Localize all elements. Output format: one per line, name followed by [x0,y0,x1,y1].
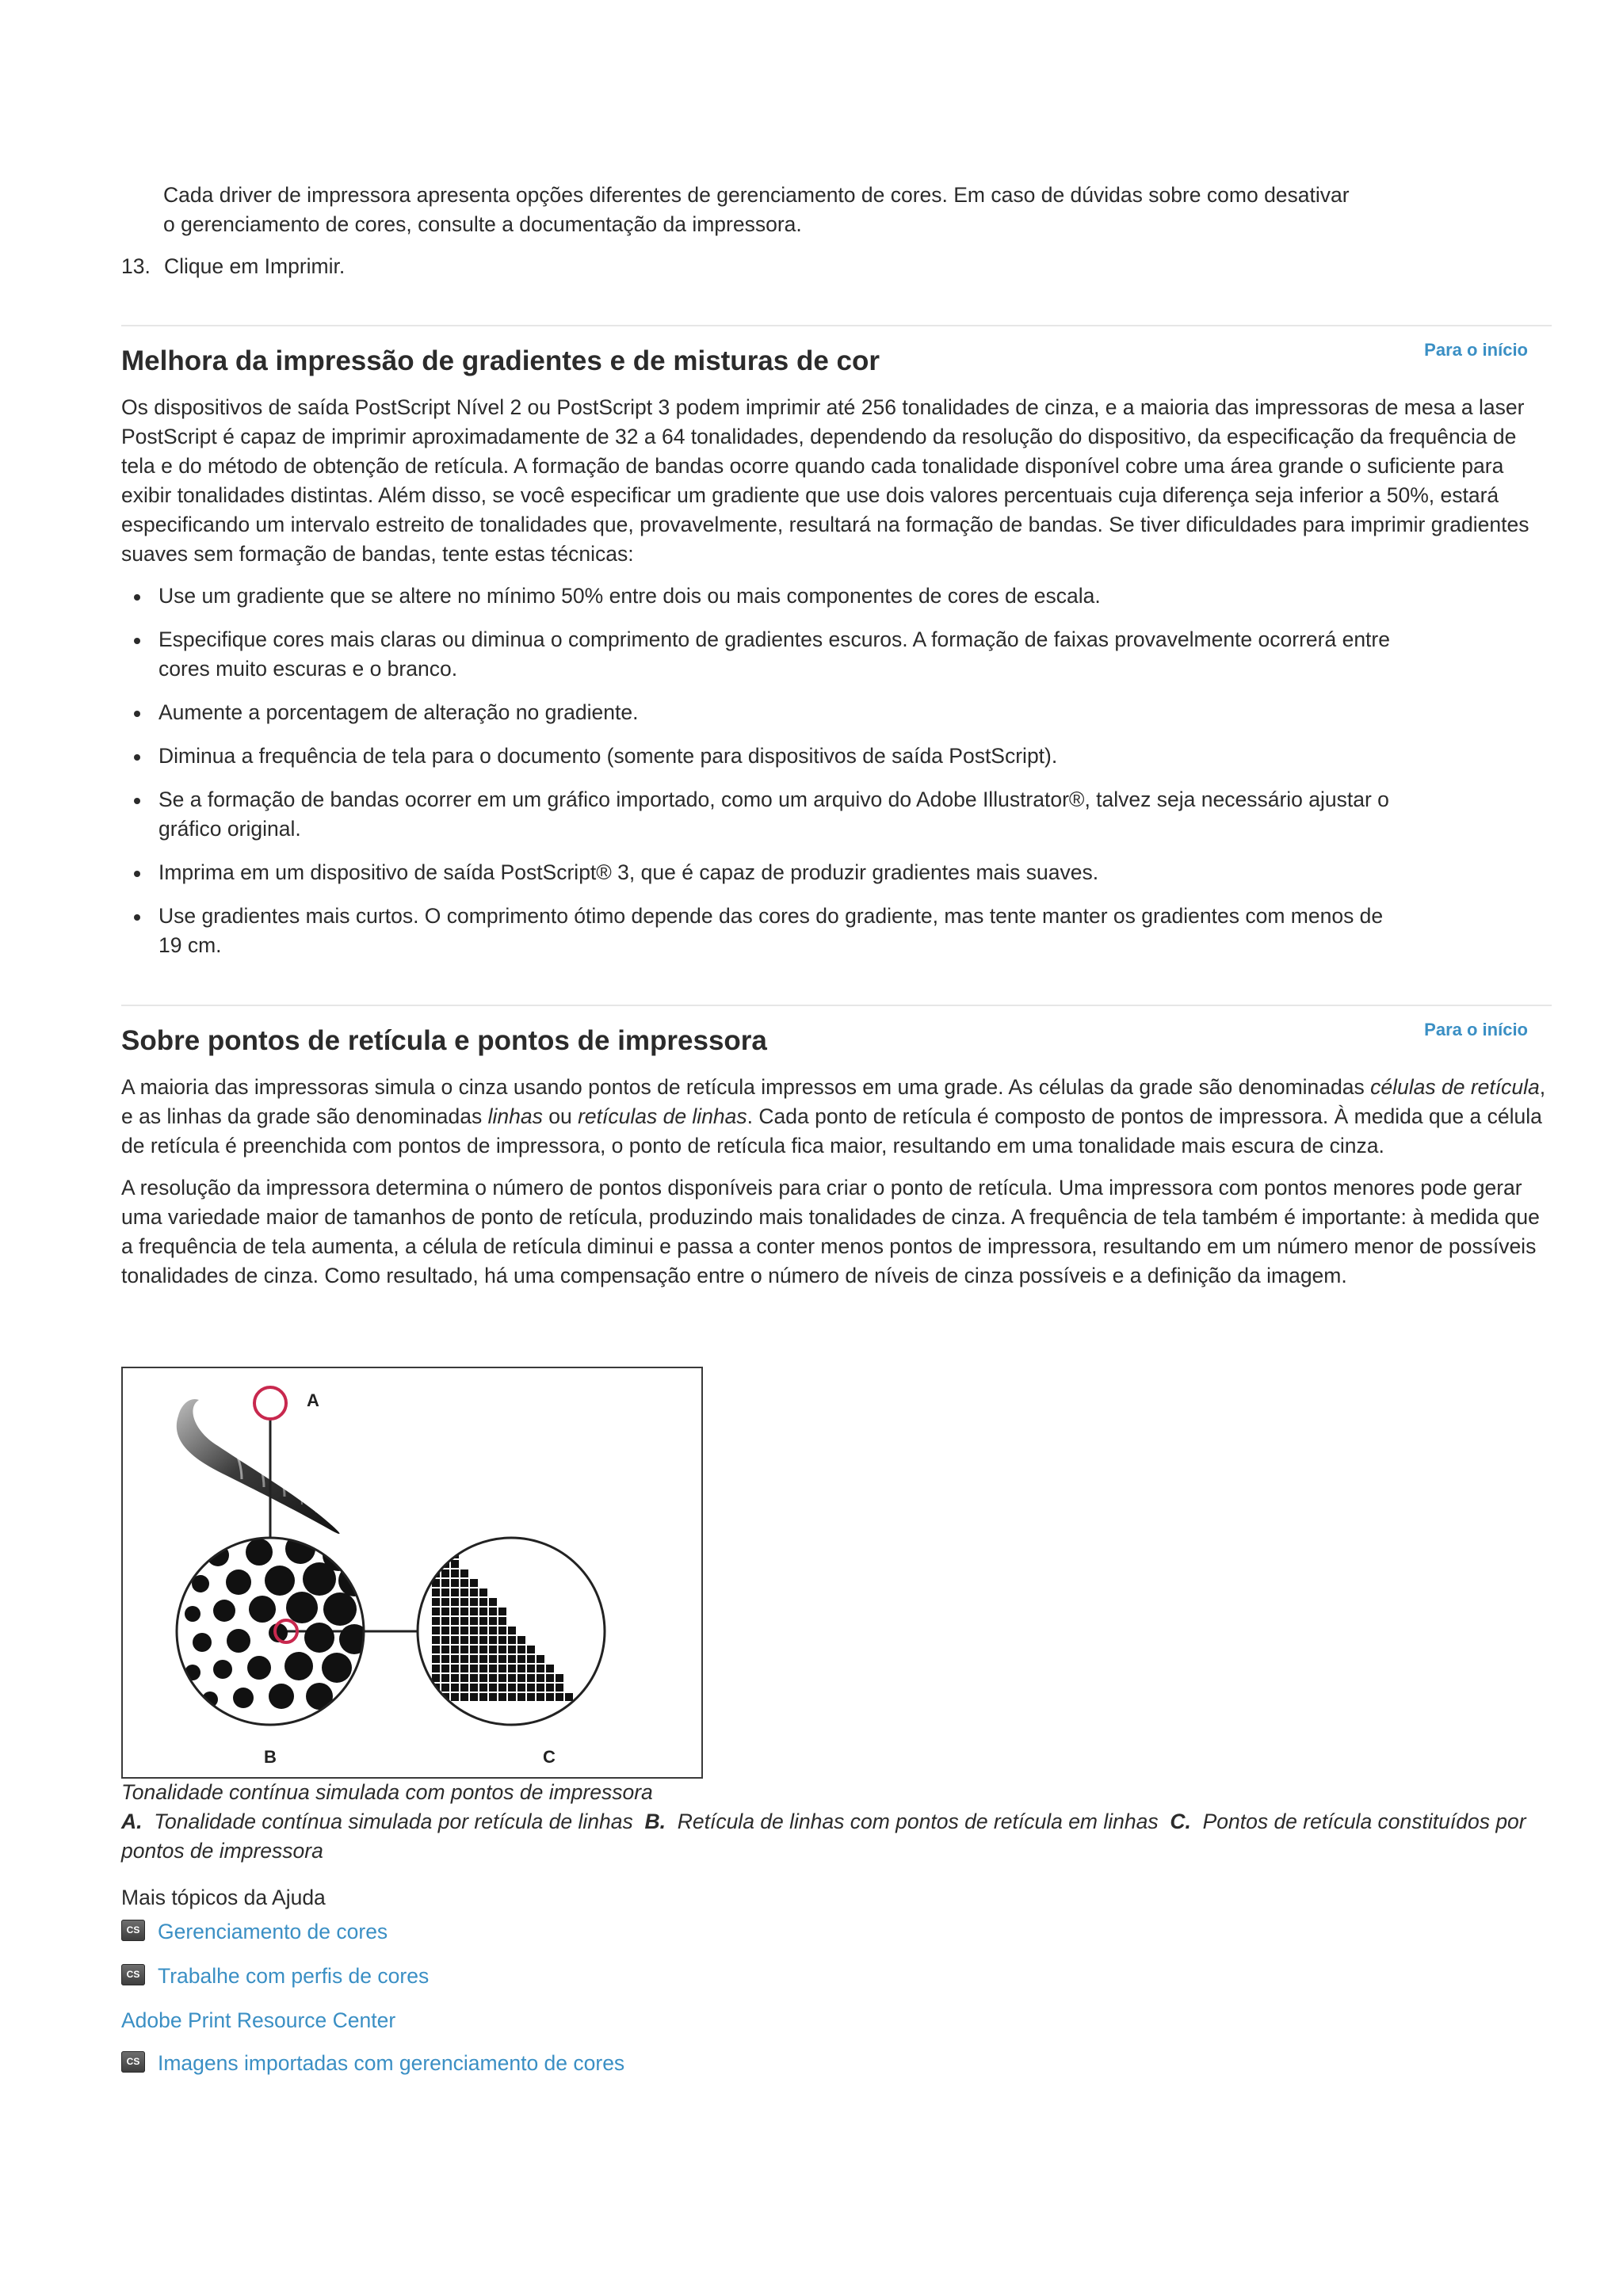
step-13 [121,252,345,281]
more-help-topics [121,1883,624,2093]
help-link-row [121,2006,624,2049]
cs-icon: CS [121,1920,145,1941]
halftone-illustration [123,1368,701,1777]
section-paragraph-2: A resolução da impressora determina o número de pontos disponíveis para criar o ponto de retícula. Uma impressora com pontos menores pode gerar uma variedade maior de tamanhos de ponto de retícula, produzindo mais tonalidades de cinza. A frequência de tela também é importante: à medida que a frequência de tela aumenta, a célula de retícula diminui e passa a conter menos pontos de impressora, resultando em um número menor de possíveis tonalidades de cinza. Como resultado, há uma compensação entre o número de níveis de cinza possíveis e a definição da imagem. [121,1176,1540,1287]
list-item: Use gradientes mais curtos. O comprimento ótimo depende das cores do gradiente, mas tente manter os gradientes com menos de 19 cm. [121,902,1405,960]
section-title: Sobre pontos de retícula e pontos de impressora [121,1025,767,1056]
section-body [121,1073,1552,1303]
step-text: Clique em Imprimir. [164,254,346,278]
list-item: Especifique cores mais claras ou diminua o comprimento de gradientes escuros. A formação de faixas provavelmente ocorrerá entre cores muito escuras e o branco. [121,625,1405,684]
intro-paragraph: Cada driver de impressora apresenta opções diferentes de gerenciamento de cores. Em caso de dúvidas sobre como desativar o gerenciamento de cores, consulte a documentação da impressora. [163,183,1350,236]
more-topics-title: Mais tópicos da Ajuda [121,1886,326,1909]
section-title: Melhora da impressão de gradientes e de misturas de cor [121,345,880,376]
caption-title: Tonalidade contínua simulada com pontos de impressora [121,1780,653,1804]
halftone-dots [185,1534,370,1710]
section-divider [121,325,1552,326]
label-b: B [264,1747,277,1767]
label-c: C [543,1747,556,1767]
section-paragraph-1: A maioria das impressoras simula o cinza usando pontos de retícula impressos em uma grade. As células da grade são denominadas células de retícula, e as linhas da grade são denominadas linhas ou retículas de linhas. Cada ponto de retícula é composto de pontos de impressora. À medida que a célula de retícula é preenchida com pontos de impressora, o ponto de retícula fica maior, resultando em uma tonalidade mais escura de cinza. [121,1075,1546,1158]
help-link-imported-images[interactable]: Imagens importadas com gerenciamento de cores [158,2051,625,2075]
list-item: Diminua a frequência de tela para o documento (somente para dispositivos de saída PostScript). [121,742,1405,771]
step-number: 13. [121,254,151,278]
help-link-row [121,1962,624,2006]
section-paragraph: Os dispositivos de saída PostScript Nível 2 ou PostScript 3 podem imprimir até 256 tonalidades de cinza, e a maioria das impressoras de mesa a laser PostScript é capaz de imprimir aproximadamente de 32 a 64 tonalidades, dependendo da resolução do dispositivo, da especificação da frequência de tela e do método de obtenção de retícula. A formação de bandas ocorre quando cada tonalidade disponível cobre uma área grande o suficiente para exibir tonalidades distintas. Além disso, se você especificar um gradiente que use dois valores percentuais cuja diferença seja inferior a 50%, estará especificando um intervalo estreito de tonalidades que, provavelmente, resultará na formação de bandas. Se tiver dificuldades para imprimir gradientes suaves sem formação de bandas, tente estas técnicas: [121,395,1529,566]
halftone-figure [121,1367,703,1779]
figure-caption [121,1778,1552,1866]
help-link-print-resource-center[interactable]: Adobe Print Resource Center [121,2008,396,2032]
help-link-row [121,1917,624,1962]
back-to-top-link[interactable]: Para o início [1424,340,1528,360]
back-to-top-link[interactable]: Para o início [1424,1020,1528,1039]
section-body [121,393,1552,974]
help-link-row [121,2049,624,2093]
marker-a-circle [254,1387,286,1419]
section-halftone [121,1005,1552,1361]
list-item: Aumente a porcentagem de alteração no gradiente. [121,698,1405,727]
help-link-color-management[interactable]: Gerenciamento de cores [158,1920,388,1943]
printer-dots-grid [432,1550,573,1701]
section-divider [121,1005,1552,1006]
label-a: A [307,1390,319,1410]
section-gradients [121,325,1552,974]
shell-image [177,1399,340,1534]
list-item: Use um gradiente que se altere no mínimo 50% entre dois ou mais componentes de cores de escala. [121,582,1405,611]
list-item: Imprima em um dispositivo de saída PostScript® 3, que é capaz de produzir gradientes mais suaves. [121,858,1405,887]
list-item: Se a formação de bandas ocorrer em um gráfico importado, como um arquivo do Adobe Illustrator®, talvez seja necessário ajustar o gráfico original. [121,785,1405,844]
technique-list [121,582,1405,960]
help-link-color-profiles[interactable]: Trabalhe com perfis de cores [158,1964,430,1988]
cs-icon: CS [121,2051,145,2073]
caption-key: A. Tonalidade contínua simulada por retícula de linhas B. Retícula de linhas com pontos de retícula em linhas C. Pontos de retícula constituídos por pontos de impressora [121,1810,1526,1863]
cs-icon: CS [121,1964,145,1985]
